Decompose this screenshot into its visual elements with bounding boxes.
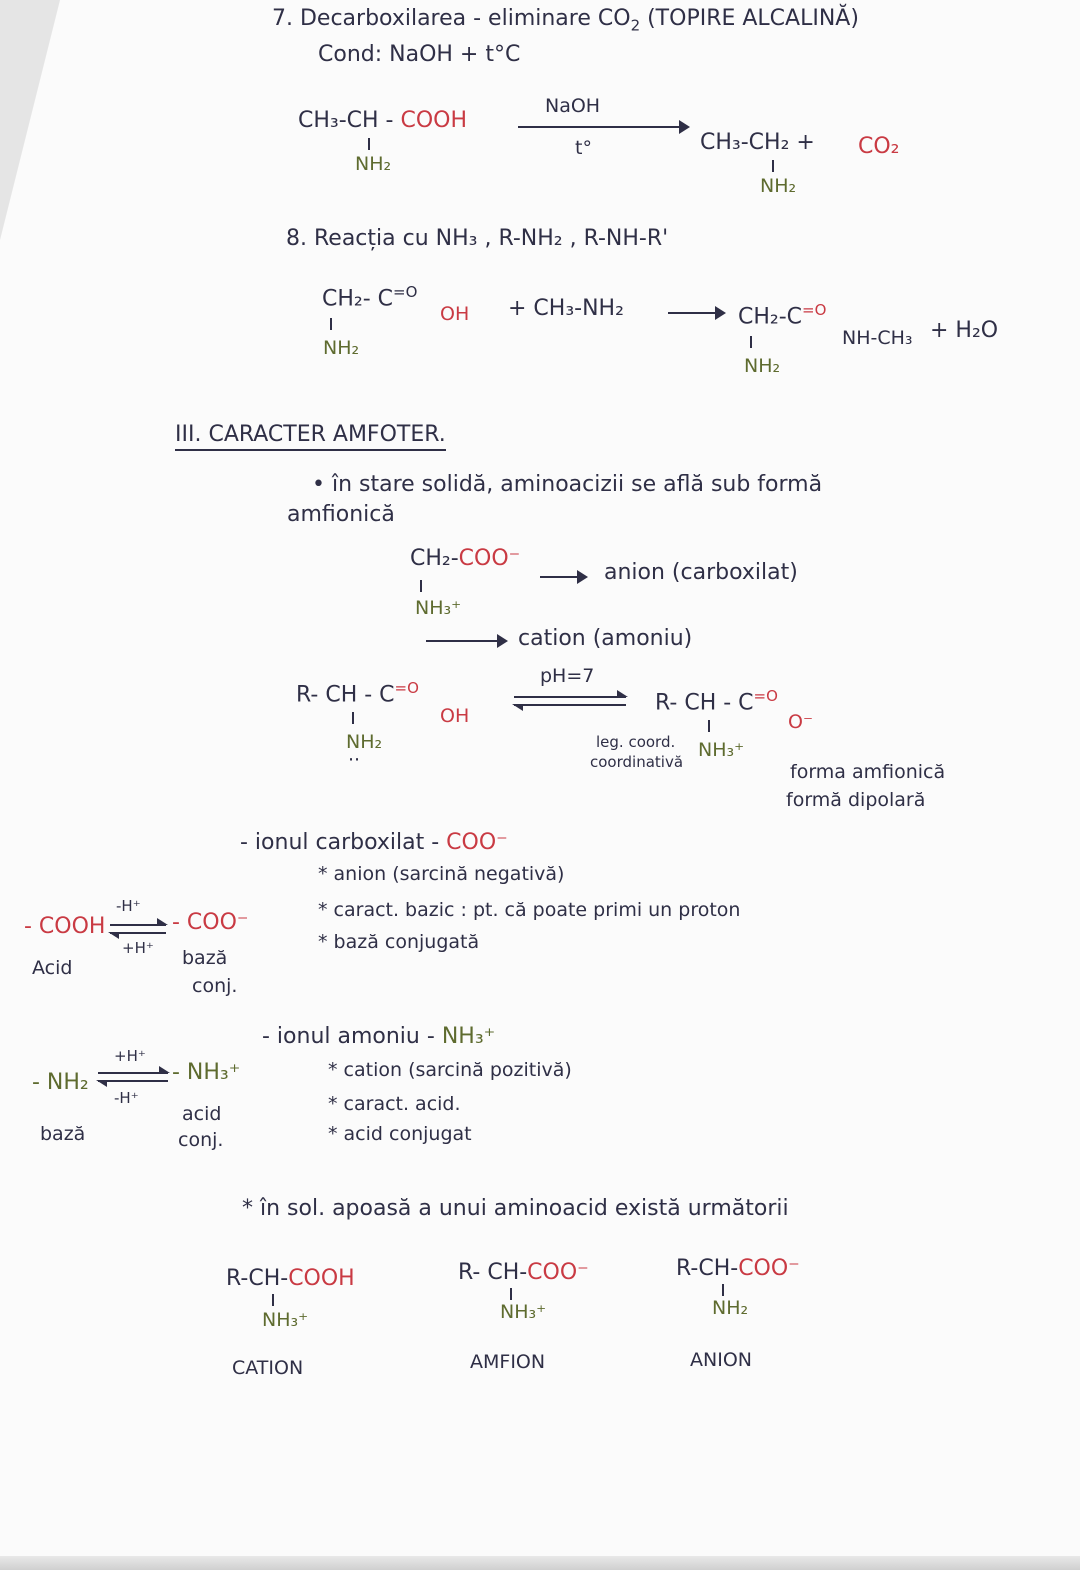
ammonium-point-2: * caract. acid. <box>328 1093 461 1115</box>
s8-reactant-nh2: NH₂ <box>323 337 360 359</box>
s8-product-tail: NH-CH₃ <box>842 327 913 349</box>
amfion-nh3: NH₃⁺ <box>500 1301 547 1323</box>
s3-leg2: coordinativă <box>590 753 684 771</box>
s7-reagent-top: NaOH <box>545 95 601 117</box>
s3-forma1: forma amfionică <box>790 761 946 783</box>
bond <box>722 1284 724 1296</box>
reaction-arrow <box>518 126 688 128</box>
reaction-arrow <box>668 312 724 314</box>
s8-reactant-oh: OH <box>440 303 470 325</box>
label-arrow <box>426 640 506 642</box>
s3-leg: leg. coord. <box>596 733 676 751</box>
s7-product-nh2: NH₂ <box>760 175 797 197</box>
side-nh3: - NH₃⁺ <box>172 1060 241 1085</box>
page-bottom-edge <box>0 1556 1080 1570</box>
anion-formula: R-CH-COO⁻ <box>676 1256 800 1281</box>
carboxylate-point-2: * caract. bazic : pt. că poate primi un proton <box>318 899 741 921</box>
side-minus-h: -H⁺ <box>116 897 141 915</box>
side-nh2: - NH₂ <box>32 1070 89 1095</box>
s3-eq-left-oh: OH <box>440 705 470 727</box>
s3-bullet-cont: amfionică <box>287 502 395 527</box>
s3-eq-left: R- CH - $C^{=O}$ <box>296 679 419 708</box>
s7-co2: CO₂ <box>858 134 900 159</box>
s8-product-nh2: NH₂ <box>744 355 781 377</box>
equilibrium-arrow <box>110 924 166 934</box>
bond <box>708 720 710 732</box>
lone-pair: ·· <box>348 749 361 771</box>
s3-eq-right: R- CH - $C^{=O}$ <box>655 687 778 716</box>
bond <box>330 318 332 330</box>
s8-reactant: CH₂- $C^{=O}$ <box>322 283 418 312</box>
label-arrow <box>540 576 586 578</box>
side-baza-conj: bază <box>182 947 228 969</box>
bond <box>772 160 774 172</box>
equilibrium-arrow <box>514 696 626 706</box>
side-baza-conj2: conj. <box>192 975 238 997</box>
s7-reactant-nh2: NH₂ <box>355 153 392 175</box>
s3-eq-left-nh2: NH₂ <box>346 731 383 753</box>
s3-bullet: • în stare solidă, aminoacizii se află sub formă <box>312 472 823 497</box>
side-coo: - COO⁻ <box>172 910 249 935</box>
side-minus-h2: -H⁺ <box>114 1089 139 1107</box>
side-acid-conj: acid <box>182 1103 222 1125</box>
amfion-formula: R- CH-COO⁻ <box>458 1260 589 1285</box>
s7-product: CH₃-CH₂ + <box>700 130 815 155</box>
s8-water: + H₂O <box>930 318 999 343</box>
s3-eq-right-nh3: NH₃⁺ <box>698 739 745 761</box>
s7-reagent-bottom: t° <box>575 137 592 159</box>
bond <box>420 580 422 592</box>
side-acid-conj2: conj. <box>178 1129 224 1151</box>
carboxylate-point-1: * anion (sarcină negativă) <box>318 863 565 885</box>
s3-heading: III. CARACTER AMFOTER. <box>175 422 446 451</box>
side-plus-h: +H⁺ <box>122 939 154 957</box>
s3-example-nh3: NH₃⁺ <box>415 597 462 619</box>
s7-reactant: CH₃-CH - COOH <box>298 108 468 133</box>
cation-formula: R-CH-COOH <box>226 1266 355 1291</box>
equilibrium-arrow <box>98 1072 168 1082</box>
s8-title: 8. Reacția cu NH₃ , R-NH₂ , R-NH-R' <box>286 226 669 251</box>
s7-title: 7. Decarboxilarea - eliminare $CO_2$ (TOPIRE ALCALINĂ) <box>272 6 859 35</box>
bond <box>272 1294 274 1306</box>
s8-reagent: + CH₃-NH₂ <box>508 296 624 321</box>
s3-anion-label: anion (carboxilat) <box>604 560 798 585</box>
ammonium-point-3: * acid conjugat <box>328 1123 472 1145</box>
cation-label: CATION <box>232 1357 304 1379</box>
s3-forma2: formă dipolară <box>786 789 926 811</box>
s3-eq-right-om: O⁻ <box>788 711 813 733</box>
s3-ph: pH=7 <box>540 665 595 687</box>
side-acid: Acid <box>32 957 73 979</box>
ammonium-title: - ionul amoniu - NH₃⁺ <box>262 1024 496 1049</box>
bond <box>510 1288 512 1300</box>
bond <box>368 138 370 150</box>
s7-condition: Cond: NaOH + t°C <box>318 42 521 67</box>
bond <box>750 336 752 348</box>
amfion-label: AMFION <box>470 1351 546 1373</box>
ammonium-point-1: * cation (sarcină pozitivă) <box>328 1059 572 1081</box>
side-baza: bază <box>40 1123 86 1145</box>
s3-example-ch2: CH₂-COO⁻ <box>410 546 521 571</box>
carboxylate-title: - ionul carboxilat - COO⁻ <box>240 830 508 855</box>
anion-label: ANION <box>690 1349 752 1371</box>
solution-note: * în sol. apoasă a unui aminoacid există următorii <box>242 1196 789 1221</box>
s8-product: CH₂-$C^{=O}$ <box>738 301 827 330</box>
page-fold-shadow <box>0 0 60 240</box>
side-cooh: - COOH <box>24 914 106 939</box>
anion-nh2: NH₂ <box>712 1297 749 1319</box>
bond <box>352 712 354 724</box>
side-plus-h2: +H⁺ <box>114 1047 146 1065</box>
s3-cation-label: cation (amoniu) <box>518 626 693 651</box>
carboxylate-point-3: * bază conjugată <box>318 931 480 953</box>
cation-nh3: NH₃⁺ <box>262 1309 309 1331</box>
